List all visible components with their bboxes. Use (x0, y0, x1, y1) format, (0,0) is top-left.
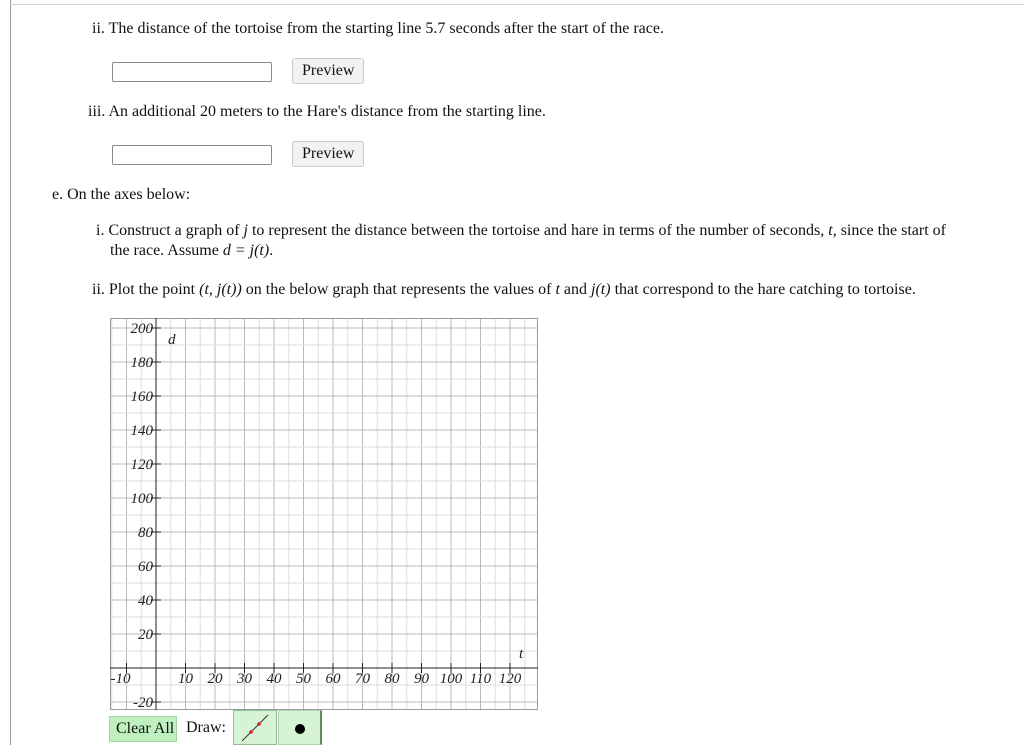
x-tick-label: 40 (266, 671, 282, 687)
page-frame-left (10, 0, 11, 745)
y-tick-label: 100 (130, 491, 153, 507)
x-tick-label: 60 (325, 671, 341, 687)
y-tick-label: -20 (133, 695, 153, 710)
x-tick-label: 50 (296, 671, 311, 687)
x-tick-label: 90 (414, 671, 429, 687)
x-axis-label: t (519, 646, 524, 662)
y-axis-label: d (168, 332, 176, 348)
y-tick-label: 140 (130, 423, 153, 439)
math-equation: d = j(t) (222, 242, 270, 259)
text: i. Construct a graph of (96, 222, 244, 239)
question-e-i-line1 (96, 222, 946, 240)
preview-button-d-ii[interactable]: Preview (292, 58, 364, 84)
x-tick-label: 10 (178, 671, 193, 687)
y-tick-label: 20 (138, 627, 153, 643)
text: ii. Plot the point (92, 281, 200, 298)
text: to represent the distance between the tortoise and hare in terms of the number of seconds, (247, 222, 829, 239)
y-tick-label: 120 (130, 457, 153, 473)
preview-button-d-iii[interactable]: Preview (292, 141, 364, 167)
text: that correspond to the hare catching to tortoise. (610, 281, 916, 298)
x-tick-label: 110 (469, 671, 492, 687)
point-icon (279, 711, 320, 744)
math-point: (t, j(t)) (199, 281, 242, 298)
question-e-heading: e. On the axes below: (52, 186, 191, 203)
line-segment-icon (234, 711, 276, 744)
text: and (559, 281, 592, 298)
math-t: t (555, 281, 560, 298)
y-tick-label: 180 (130, 355, 153, 371)
graph-area[interactable] (110, 318, 538, 715)
text: . (269, 242, 274, 259)
y-tick-label: 200 (130, 321, 153, 337)
y-tick-label: 60 (138, 559, 153, 575)
text: , since the start of (832, 222, 946, 239)
text: on the below graph that represents the values of (241, 281, 556, 298)
x-tick-label: 20 (207, 671, 223, 687)
math-jt: j(t) (591, 281, 611, 298)
answer-input-d-ii[interactable] (112, 62, 272, 82)
x-tick-label: 80 (384, 671, 400, 687)
x-tick-label: 100 (439, 671, 463, 687)
question-d-iii: iii. An additional 20 meters to the Hare's distance from the starting line. (88, 103, 546, 120)
x-tick-label: -10 (110, 671, 131, 687)
page-frame-top (10, 4, 1024, 5)
x-tick-label: 120 (498, 671, 522, 687)
y-tick-label: 40 (138, 593, 153, 609)
draw-label: Draw: (186, 719, 226, 736)
y-tick-label: 80 (138, 525, 153, 541)
draw-line-tool-button[interactable] (233, 710, 277, 745)
graph-canvas[interactable] (110, 318, 538, 710)
question-d-ii: ii. The distance of the tortoise from the starting line 5.7 seconds after the start of the race. (92, 20, 664, 37)
x-tick-label: 30 (237, 671, 252, 687)
y-tick-label: 160 (130, 389, 153, 405)
answer-input-d-iii[interactable] (112, 145, 272, 165)
text: the race. Assume (110, 242, 223, 259)
math-j: j (243, 222, 248, 239)
draw-point-tool-button[interactable] (278, 710, 322, 745)
x-tick-label: 70 (355, 671, 370, 687)
question-e-ii (92, 281, 916, 299)
math-t: t (828, 222, 833, 239)
question-e-i-line2 (110, 242, 273, 260)
clear-all-button[interactable]: Clear All (109, 716, 177, 742)
